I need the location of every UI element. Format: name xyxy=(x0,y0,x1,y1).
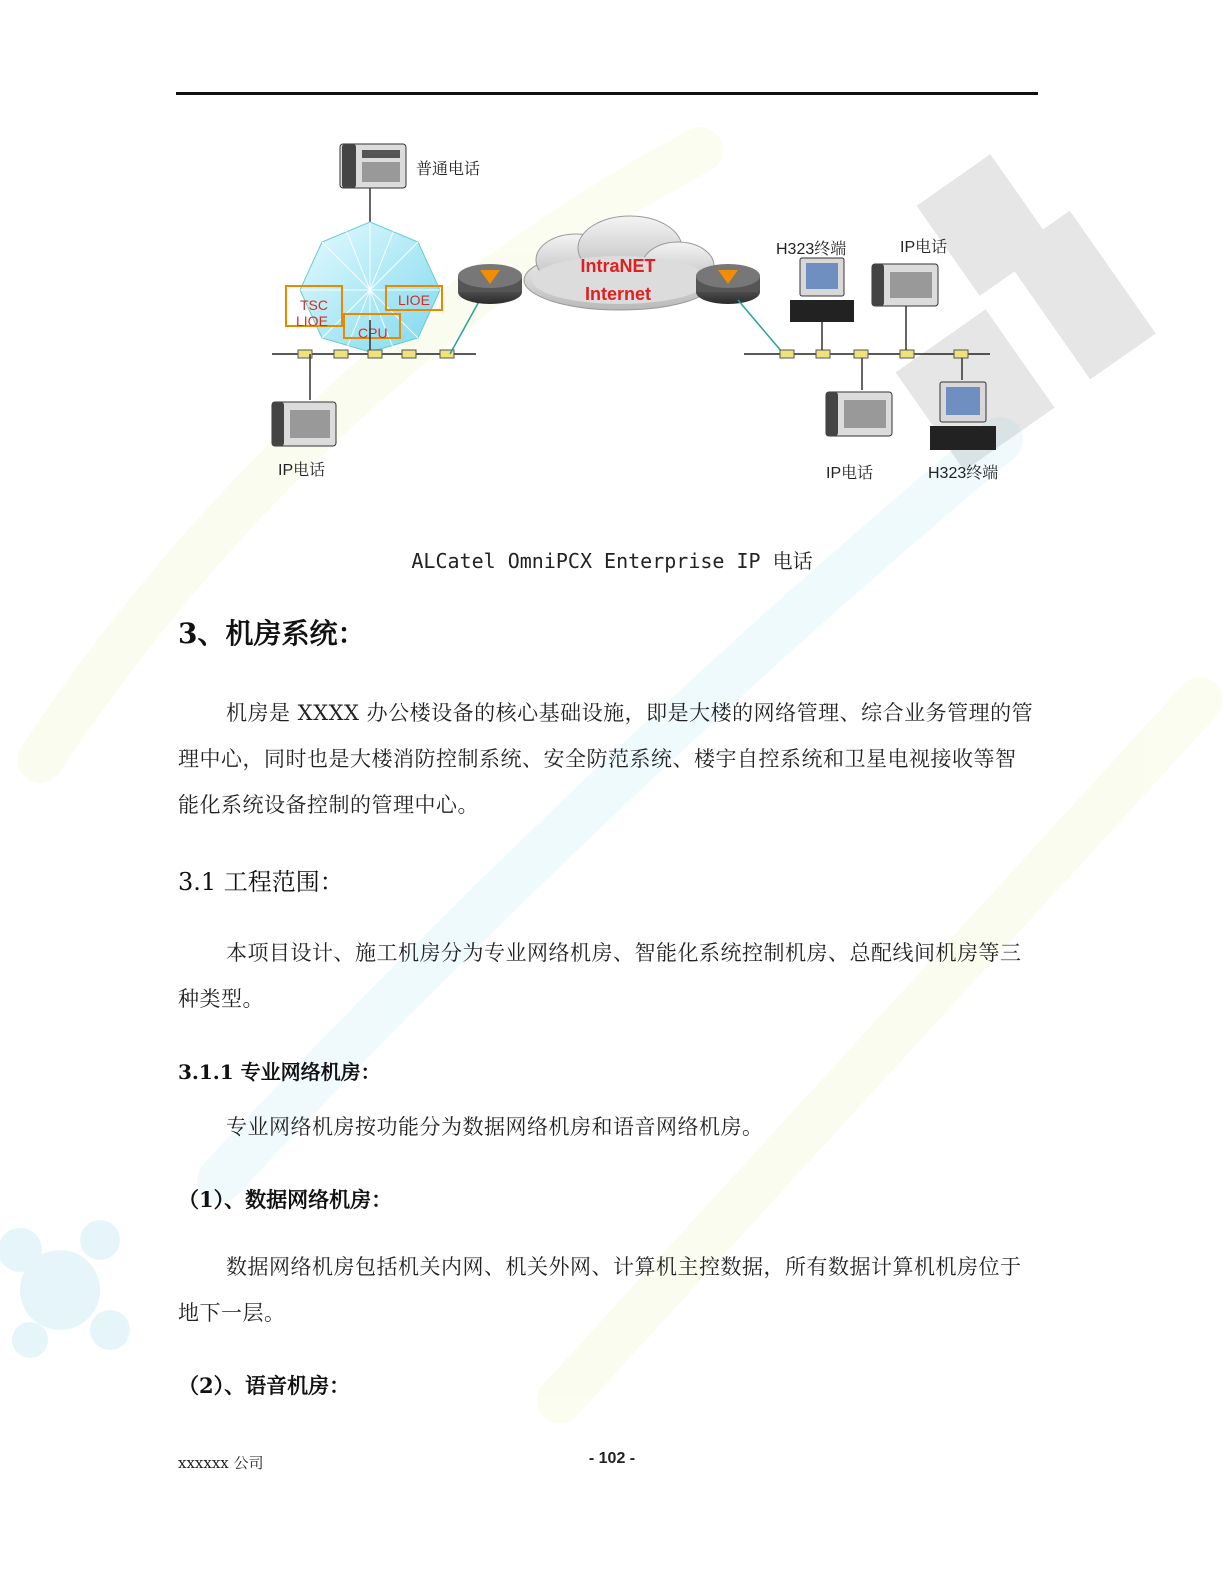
ip-phone-left-label: IP电话 xyxy=(278,462,326,479)
section-3-title: 3、机房系统： xyxy=(178,617,366,650)
ordinary-phone-label: 普通电话 xyxy=(416,161,481,178)
section-3-body: 机房是 XXXX 办公楼设备的核心基础设施，即是大楼的网络管理、综合业务管理的管理中心，同时也是大楼消防控制系统、安全防范系统、楼宇自控系统和卫星电视接收等智能化系统设备控制的管理中心。 xyxy=(178,701,1034,817)
footer-company: xxxxxx 公司 xyxy=(178,1454,264,1472)
cpu-label: CPU xyxy=(358,325,388,341)
section-3-1-title: 3.1 工程范围： xyxy=(178,868,344,896)
desk-phone-icon xyxy=(340,144,406,188)
h323-top-label: H323终端 xyxy=(776,241,847,258)
router-icon xyxy=(696,264,760,304)
ip-phone-bottom-label: IP电话 xyxy=(826,465,874,482)
cloud-internet-label: Internet xyxy=(584,284,652,304)
network-diagram xyxy=(250,130,1030,500)
section-3-1-1-title: 3.1.1 专业网络机房： xyxy=(178,1060,381,1084)
lioe-right-label: LIOE xyxy=(398,292,430,308)
section-3-1-body: 本项目设计、施工机房分为专业网络机房、智能化系统控制机房、总配线间机房等三种类型。 xyxy=(178,941,1022,1011)
ip-phone-icon xyxy=(272,402,336,446)
footer-page-number: - 102 - xyxy=(588,1450,636,1467)
tsc-label: TSC xyxy=(300,297,328,313)
header-rule xyxy=(176,92,1038,95)
ip-phone-icon xyxy=(826,392,892,436)
cloud-intranet-label: IntraNET xyxy=(580,256,656,276)
item-2-title: （2）、语音机房： xyxy=(178,1373,351,1398)
lioe-left-label: LIOE xyxy=(296,313,328,329)
ip-phone-top-label: IP电话 xyxy=(900,239,948,256)
item-1-title: （1）、数据网络机房： xyxy=(178,1187,393,1212)
computer-terminal-icon xyxy=(930,382,996,450)
figure-caption: ALCatel OmniPCX Enterprise IP 电话 xyxy=(411,549,813,573)
item-1-body: 数据网络机房包括机关内网、机关外网、计算机主控数据，所有数据计算机机房位于地下一层。 xyxy=(178,1255,1022,1325)
h323-bottom-label: H323终端 xyxy=(928,465,999,482)
computer-terminal-icon xyxy=(790,258,854,322)
ip-phone-icon xyxy=(872,264,938,306)
router-icon xyxy=(458,264,522,304)
section-3-1-1-body: 专业网络机房按功能分为数据网络机房和语音网络机房。 xyxy=(226,1115,764,1139)
